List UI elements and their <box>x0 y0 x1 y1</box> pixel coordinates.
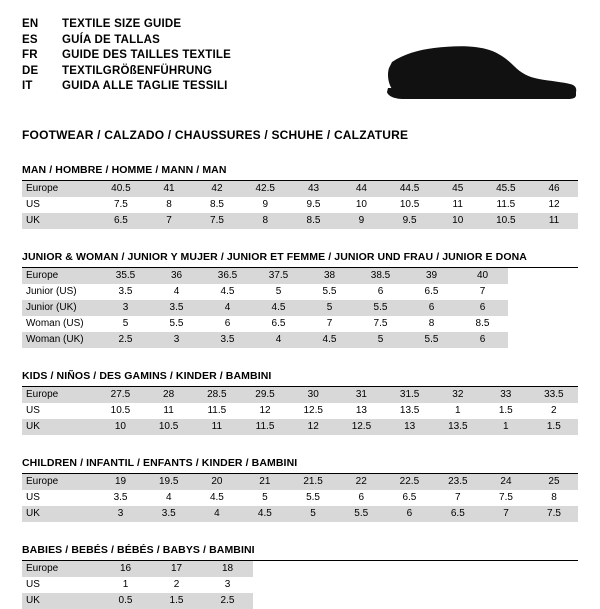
language-row <box>22 49 231 65</box>
size-cell: 8 <box>241 213 289 229</box>
size-cell: 12 <box>530 197 578 213</box>
table-row <box>22 474 578 490</box>
language-title: TEXTILGRÖßENFÜHRUNG <box>62 64 213 77</box>
row-label: UK <box>22 593 100 609</box>
size-cell: 8 <box>406 316 457 332</box>
language-title: TEXTILE SIZE GUIDE <box>62 18 182 30</box>
size-cell: 21.5 <box>289 474 337 490</box>
language-title: GUIDA ALLE TAGLIE TESSILI <box>62 80 228 92</box>
size-cell: 29.5 <box>241 387 289 403</box>
size-cell: 31 <box>337 387 385 403</box>
language-title: GUÍA DE TALLAS <box>62 33 160 46</box>
table-row <box>22 197 578 213</box>
size-cell: 6 <box>202 316 253 332</box>
size-cell: 1.5 <box>151 593 202 609</box>
table-row <box>22 332 508 348</box>
size-cell: 1 <box>100 577 151 593</box>
size-cell: 25 <box>530 474 578 490</box>
size-cell: 6 <box>457 332 508 348</box>
size-cell: 30 <box>289 387 337 403</box>
size-cell: 42 <box>193 181 241 197</box>
size-cell: 10 <box>96 419 144 435</box>
size-cell: 5 <box>253 284 304 300</box>
size-cell: 36.5 <box>202 268 253 284</box>
row-label: US <box>22 577 100 593</box>
size-cell: 6 <box>355 284 406 300</box>
table-row <box>22 593 253 609</box>
size-cell: 8 <box>530 490 578 506</box>
size-table <box>22 387 578 435</box>
row-label: Europe <box>22 561 100 577</box>
size-cell: 31.5 <box>386 387 434 403</box>
size-group <box>22 544 578 609</box>
size-cell: 3.5 <box>202 332 253 348</box>
size-cell: 7 <box>457 284 508 300</box>
size-cell: 23.5 <box>434 474 482 490</box>
size-cell: 4.5 <box>241 506 289 522</box>
size-cell: 5.5 <box>355 300 406 316</box>
size-cell: 10 <box>434 213 482 229</box>
size-cell: 39 <box>406 268 457 284</box>
language-code: EN <box>22 18 39 30</box>
size-cell: 11 <box>434 197 482 213</box>
size-cell: 9 <box>338 213 386 229</box>
size-cell: 5 <box>289 506 337 522</box>
table-row <box>22 490 578 506</box>
language-code: FR <box>22 49 38 61</box>
size-group-title: MAN / HOMBRE / HOMME / MANN / MAN <box>22 164 227 176</box>
size-cell: 12.5 <box>289 403 337 419</box>
size-cell: 3.5 <box>97 490 145 506</box>
size-cell: 4.5 <box>304 332 355 348</box>
size-cell: 2 <box>530 403 578 419</box>
size-cell: 35.5 <box>100 268 151 284</box>
size-cell: 11 <box>530 213 578 229</box>
size-cell: 8.5 <box>289 213 337 229</box>
size-cell: 32 <box>434 387 482 403</box>
size-cell: 5 <box>100 316 151 332</box>
table-row <box>22 387 578 403</box>
header <box>22 18 578 110</box>
size-cell: 1 <box>482 419 530 435</box>
row-label: US <box>22 197 97 213</box>
table-row <box>22 419 578 435</box>
size-cell: 17 <box>151 561 202 577</box>
size-cell: 40.5 <box>97 181 145 197</box>
size-cell: 5.5 <box>151 316 202 332</box>
size-cell: 2.5 <box>100 332 151 348</box>
size-group <box>22 457 578 522</box>
language-list <box>22 18 231 96</box>
language-code: DE <box>22 64 39 77</box>
size-cell: 42.5 <box>241 181 289 197</box>
size-cell: 10.5 <box>145 419 193 435</box>
dress-shoe-icon <box>378 32 578 104</box>
size-cell: 7 <box>482 506 530 522</box>
size-cell: 13.5 <box>386 403 434 419</box>
size-cell: 11.5 <box>193 403 241 419</box>
row-label: Europe <box>22 387 96 403</box>
size-cell: 4.5 <box>253 300 304 316</box>
row-label: Woman (UK) <box>22 332 100 348</box>
table-row <box>22 284 508 300</box>
size-cell: 6.5 <box>406 284 457 300</box>
size-cell: 12.5 <box>337 419 385 435</box>
size-table <box>22 474 578 522</box>
size-cell: 21 <box>241 474 289 490</box>
size-cell: 43 <box>289 181 337 197</box>
language-code: IT <box>22 80 33 92</box>
table-row <box>22 213 578 229</box>
row-label: Europe <box>22 474 97 490</box>
size-table <box>22 181 578 229</box>
size-cell: 2.5 <box>202 593 253 609</box>
size-cell: 3.5 <box>151 300 202 316</box>
row-label: US <box>22 403 96 419</box>
size-cell: 6 <box>457 300 508 316</box>
size-cell: 33 <box>482 387 530 403</box>
size-groups <box>22 164 578 609</box>
row-label: Junior (UK) <box>22 300 100 316</box>
size-cell: 27.5 <box>96 387 144 403</box>
table-row <box>22 181 578 197</box>
size-cell: 11.5 <box>241 419 289 435</box>
size-cell: 44.5 <box>385 181 433 197</box>
size-cell: 6 <box>406 300 457 316</box>
size-cell: 8 <box>145 197 193 213</box>
row-label: UK <box>22 506 97 522</box>
size-cell: 1 <box>434 403 482 419</box>
size-cell: 5.5 <box>337 506 385 522</box>
size-cell: 5.5 <box>406 332 457 348</box>
size-cell: 38 <box>304 268 355 284</box>
size-cell: 22 <box>337 474 385 490</box>
size-cell: 4 <box>202 300 253 316</box>
row-label: Woman (US) <box>22 316 100 332</box>
size-cell: 8.5 <box>193 197 241 213</box>
size-cell: 7 <box>434 490 482 506</box>
size-cell: 4.5 <box>193 490 241 506</box>
size-cell: 8.5 <box>457 316 508 332</box>
size-table <box>22 268 508 348</box>
size-cell: 4 <box>193 506 241 522</box>
size-group-title: JUNIOR & WOMAN / JUNIOR Y MUJER / JUNIOR ET FEMME / JUNIOR UND FRAU / JUNIOR E DONA <box>22 251 527 263</box>
size-cell: 24 <box>482 474 530 490</box>
size-cell: 33.5 <box>530 387 578 403</box>
size-cell: 3.5 <box>145 506 193 522</box>
size-cell: 44 <box>338 181 386 197</box>
size-group <box>22 251 578 348</box>
row-label: UK <box>22 419 96 435</box>
size-cell: 7 <box>304 316 355 332</box>
size-cell: 7.5 <box>97 197 145 213</box>
size-cell: 5.5 <box>304 284 355 300</box>
size-cell: 4 <box>145 490 193 506</box>
size-cell: 46 <box>530 181 578 197</box>
size-cell: 12 <box>289 419 337 435</box>
size-cell: 36 <box>151 268 202 284</box>
size-cell: 45.5 <box>482 181 530 197</box>
size-group-title: CHILDREN / INFANTIL / ENFANTS / KINDER / BAMBINI <box>22 457 298 469</box>
size-cell: 20 <box>193 474 241 490</box>
size-cell: 0.5 <box>100 593 151 609</box>
size-cell: 37.5 <box>253 268 304 284</box>
size-table <box>22 561 253 609</box>
language-row <box>22 65 231 81</box>
size-cell: 10.5 <box>385 197 433 213</box>
size-cell: 5 <box>304 300 355 316</box>
row-label: US <box>22 490 97 506</box>
size-cell: 7.5 <box>355 316 406 332</box>
size-cell: 40 <box>457 268 508 284</box>
size-cell: 3 <box>151 332 202 348</box>
size-cell: 1.5 <box>482 403 530 419</box>
language-row <box>22 18 231 34</box>
size-cell: 6.5 <box>434 506 482 522</box>
size-cell: 7.5 <box>193 213 241 229</box>
size-cell: 9.5 <box>289 197 337 213</box>
size-cell: 45 <box>434 181 482 197</box>
row-label: UK <box>22 213 97 229</box>
size-cell: 10.5 <box>96 403 144 419</box>
row-label: Europe <box>22 268 100 284</box>
size-cell: 19 <box>97 474 145 490</box>
size-cell: 28 <box>145 387 193 403</box>
table-row <box>22 316 508 332</box>
table-row <box>22 561 253 577</box>
size-cell: 28.5 <box>193 387 241 403</box>
size-cell: 5.5 <box>289 490 337 506</box>
size-cell: 18 <box>202 561 253 577</box>
size-cell: 41 <box>145 181 193 197</box>
table-row <box>22 506 578 522</box>
size-cell: 1.5 <box>530 419 578 435</box>
size-group <box>22 370 578 435</box>
size-cell: 5 <box>241 490 289 506</box>
size-cell: 2 <box>151 577 202 593</box>
size-cell: 4 <box>253 332 304 348</box>
size-cell: 10 <box>338 197 386 213</box>
size-cell: 9.5 <box>385 213 433 229</box>
row-label: Europe <box>22 181 97 197</box>
size-cell: 11 <box>193 419 241 435</box>
size-cell: 16 <box>100 561 151 577</box>
size-cell: 3 <box>97 506 145 522</box>
size-cell: 6.5 <box>385 490 433 506</box>
size-cell: 5 <box>355 332 406 348</box>
size-cell: 6 <box>385 506 433 522</box>
language-title: GUIDE DES TAILLES TEXTILE <box>62 49 231 61</box>
language-code: ES <box>22 33 38 46</box>
size-cell: 4.5 <box>202 284 253 300</box>
language-row <box>22 34 231 50</box>
language-row <box>22 80 231 96</box>
size-cell: 9 <box>241 197 289 213</box>
size-cell: 7.5 <box>482 490 530 506</box>
size-cell: 3 <box>202 577 253 593</box>
size-group-title: BABIES / BEBÉS / BÉBÉS / BABYS / BAMBINI <box>22 544 255 556</box>
row-label: Junior (US) <box>22 284 100 300</box>
table-row <box>22 403 578 419</box>
size-cell: 6 <box>337 490 385 506</box>
size-cell: 3 <box>100 300 151 316</box>
size-cell: 7.5 <box>530 506 578 522</box>
size-cell: 22.5 <box>385 474 433 490</box>
size-cell: 19.5 <box>145 474 193 490</box>
size-cell: 6.5 <box>253 316 304 332</box>
language-list-body <box>22 18 231 96</box>
size-cell: 13 <box>337 403 385 419</box>
section-title: FOOTWEAR / CALZADO / CHAUSSURES / SCHUHE / CALZATURE <box>22 128 409 142</box>
size-cell: 12 <box>241 403 289 419</box>
size-cell: 10.5 <box>482 213 530 229</box>
table-row <box>22 577 253 593</box>
size-cell: 13 <box>386 419 434 435</box>
size-cell: 7 <box>145 213 193 229</box>
size-cell: 3.5 <box>100 284 151 300</box>
table-row <box>22 300 508 316</box>
size-cell: 11 <box>145 403 193 419</box>
size-group-title: KIDS / NIÑOS / DES GAMINS / KINDER / BAMBINI <box>22 370 272 382</box>
size-cell: 13.5 <box>434 419 482 435</box>
size-group <box>22 164 578 229</box>
size-cell: 4 <box>151 284 202 300</box>
size-cell: 6.5 <box>97 213 145 229</box>
size-cell: 11.5 <box>482 197 530 213</box>
size-cell: 38.5 <box>355 268 406 284</box>
table-row <box>22 268 508 284</box>
